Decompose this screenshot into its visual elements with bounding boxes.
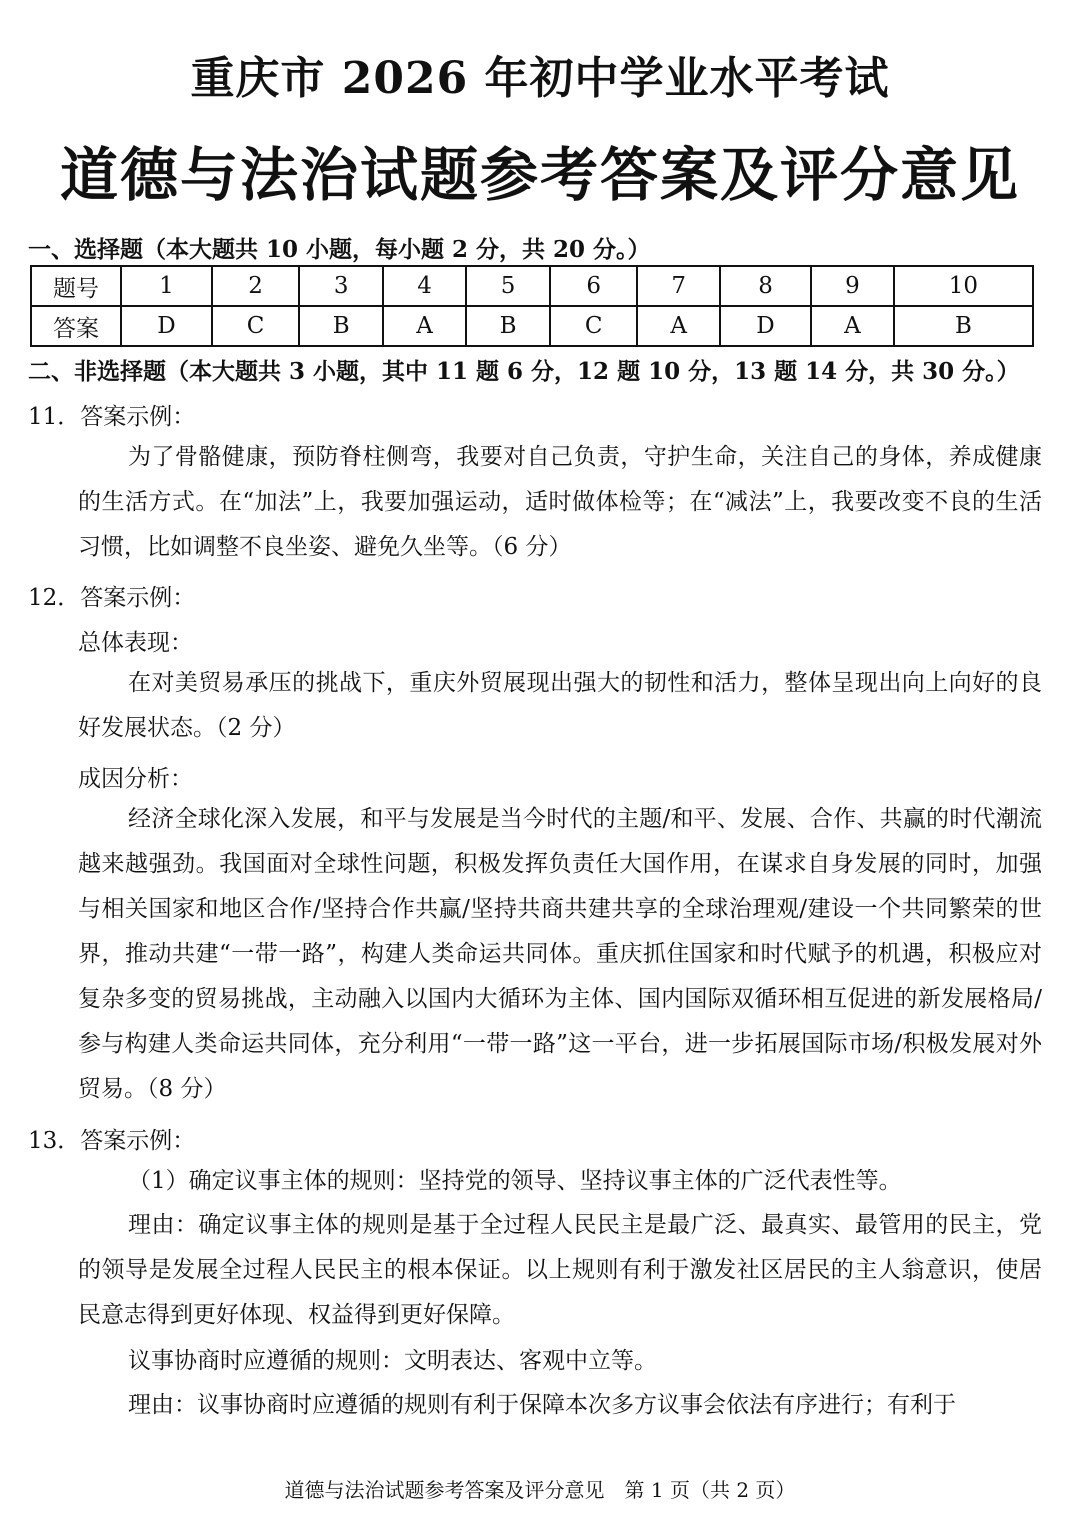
row-label-number: 题号 [31,266,121,306]
q12-overall-paragraph: 在对美贸易承压的挑战下，重庆外贸展现出强大的韧性和活力，整体呈现出向上向好的良好发展状态。（2 分） [78,670,1042,741]
question-number: 6 [550,266,637,306]
question-number: 9 [811,266,894,306]
answer-table-answer-row [31,306,1033,346]
row-label-answer: 答案 [31,306,121,346]
answer-cell: D [720,306,811,346]
q11-label: 11．答案示例： [28,404,196,430]
document-title: 道德与法治试题参考答案及评分意见 [59,141,1020,209]
section2-heading: 二、非选择题（本大题共 3 小题，其中 11 题 6 分，12 题 10 分，13 题 14 分，共 30 分。） [28,358,1020,385]
question-number: 10 [894,266,1033,306]
q13-rule2: 议事协商时应遵循的规则：文明表达、客观中立等。 [128,1348,657,1374]
question-number: 8 [720,266,811,306]
q12-label: 12．答案示例： [28,585,196,611]
q12-overall-heading: 总体表现： [78,630,193,656]
q13-label: 13．答案示例： [28,1128,196,1154]
q12-cause-paragraph: 经济全球化深入发展，和平与发展是当今时代的主题/和平、发展、合作、共赢的时代潮流越来越强劲。我国面对全球性问题，积极发挥负责任大国作用，在谋求自身发展的同时，加强与相关国家和地区合作/坚持合作共赢/坚持共商共建共享的全球治理观/建设一个共同繁荣的世界，推动共建“一带一路”，构建人类命运共同体。重庆抓住国家和时代赋予的机遇，积极应对复杂多变的贸易挑战，主动融入以国内大循环为主体、国内国际双循环相互促进的新发展格局/参与构建人类命运共同体，充分利用“一带一路”这一平台，进一步拓展国际市场/积极发展对外贸易。（8 分） [78,806,1042,1102]
answer-cell: A [637,306,720,346]
q11-answer-paragraph: 为了骨骼健康，预防脊柱侧弯，我要对自己负责，守护生命，关注自己的身体，养成健康的生活方式。在“加法”上，我要加强运动，适时做体检等；在“减法”上，我要改变不良的生活习惯，比如调整不良坐姿、避免久坐等。（6 分） [78,444,1042,560]
question-number: 2 [212,266,299,306]
answer-cell: A [811,306,894,346]
answer-cell: C [550,306,637,346]
answer-cell: C [212,306,299,346]
q13-reason2-paragraph: 理由：议事协商时应遵循的规则有利于保障本次多方议事会依法有序进行；有利于 [128,1392,956,1418]
question-number: 7 [637,266,720,306]
answer-table-number-row [31,266,1033,306]
answer-table [30,265,1034,347]
section1-heading: 一、选择题（本大题共 10 小题，每小题 2 分，共 20 分。） [28,236,651,263]
answer-cell: B [894,306,1033,346]
answer-cell: D [121,306,212,346]
question-number: 1 [121,266,212,306]
answer-cell: A [383,306,466,346]
question-number: 3 [299,266,383,306]
page-footer: 道德与法治试题参考答案及评分意见 第 1 页（共 2 页） [284,1478,796,1502]
question-number: 5 [466,266,550,306]
q13-reason1-paragraph: 理由：确定议事主体的规则是基于全过程人民民主是最广泛、最真实、最管用的民主，党的领导是发展全过程人民民主的根本保证。以上规则有利于激发社区居民的主人翁意识，使居民意志得到更好体现、权益得到更好保障。 [78,1212,1042,1328]
answer-cell: B [299,306,383,346]
q13-rule1: （1）确定议事主体的规则：坚持党的领导、坚持议事主体的广泛代表性等。 [128,1168,902,1194]
q12-cause-heading: 成因分析： [78,766,193,792]
question-number: 4 [383,266,466,306]
exam-title: 重庆市 2026 年初中学业水平考试 [190,53,890,104]
answer-cell: B [466,306,550,346]
